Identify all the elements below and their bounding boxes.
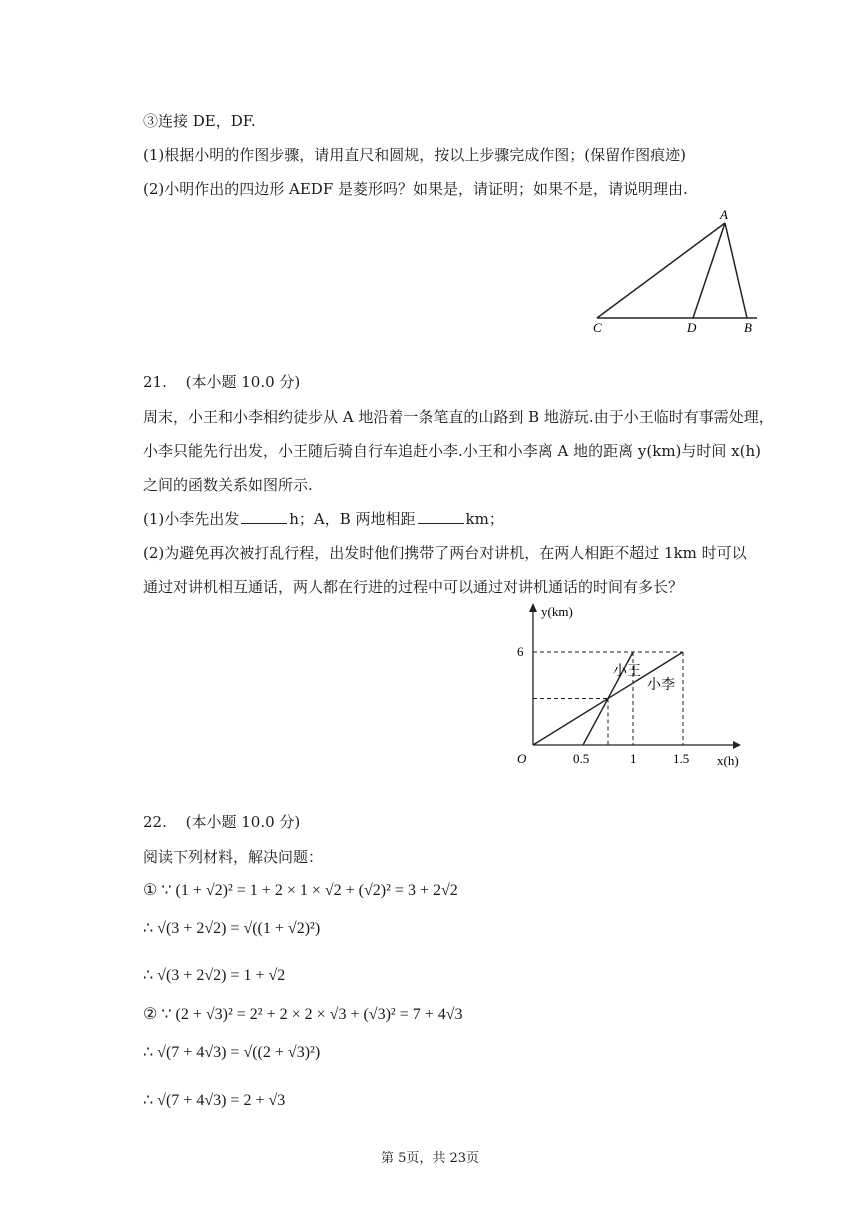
q21-part2-b: 通过对讲机相互通话，两人都在行进的过程中可以通过对讲机通话的时间有多长？ xyxy=(143,578,684,596)
y-axis-title: y(km) xyxy=(541,604,573,619)
answer-blank-hours xyxy=(241,509,287,524)
point-b-label: B xyxy=(744,320,752,335)
point-d-label: D xyxy=(687,320,697,335)
q22-intro: 阅读下列材料，解决问题： xyxy=(143,848,324,866)
x-tick-label: 0.5 xyxy=(573,751,590,766)
q21-part1 xyxy=(143,508,504,530)
point-a-label: A xyxy=(720,207,728,222)
q20-part2: (2)小明作出的四边形 AEDF 是菱形吗？如果是，请证明；如果不是，请说明理由. xyxy=(143,180,688,198)
y-tick-label: 6 xyxy=(517,644,524,659)
q21-score: (本小题 10.0 分) xyxy=(185,373,301,391)
q22-line1: ① ∵ (1 + √2)² = 1 + 2 × 1 × √2 + (√2)² = 3 + 2√2 xyxy=(143,882,458,899)
x-tick-label: 1.5 xyxy=(673,751,690,766)
q22-number: 22. xyxy=(143,813,167,831)
q22-score: (本小题 10.0 分) xyxy=(185,813,301,831)
q21-part1-b: h；A，B 两地相距 xyxy=(289,510,416,528)
x-axis-arrow xyxy=(733,741,741,749)
q21-text1: 周末，小王和小李相约徒步从 A 地沿着一条笔直的山路到 B 地游玩.由于小王临时有事需处理， xyxy=(143,408,774,426)
triangle-figure xyxy=(585,205,775,335)
x-tick-label: 1 xyxy=(630,751,637,766)
point-c-label: C xyxy=(593,320,602,335)
q20-step3: ③连接 DE，DF. xyxy=(143,112,256,130)
q21-text2: 小李只能先行出发，小王随后骑自行车追赶小李.小王和小李离 A 地的距离 y(km)与时间 x(h) xyxy=(143,442,761,460)
q22-line3: ∴ √(3 + 2√2) = 1 + √2 xyxy=(143,967,286,984)
page-footer: 第 5页，共 23页 xyxy=(380,1151,480,1166)
distance-time-chart xyxy=(505,600,765,775)
q21-part1-c: km； xyxy=(465,510,504,528)
q21-header xyxy=(143,371,300,393)
series-label-wang: 小王 xyxy=(613,664,641,680)
q22-line6: ∴ √(7 + 4√3) = 2 + √3 xyxy=(143,1092,286,1109)
q22-line2: ∴ √(3 + 2√2) = √((1 + √2)²) xyxy=(143,920,321,937)
q22-line5: ∴ √(7 + 4√3) = √((2 + √3)²) xyxy=(143,1044,321,1061)
x-axis-title: x(h) xyxy=(717,753,739,768)
origin-label: O xyxy=(517,751,527,766)
q21-part1-a: (1)小李先出发 xyxy=(143,510,240,528)
q21-text3: 之间的函数关系如图所示. xyxy=(143,476,313,494)
q22-line4: ② ∵ (2 + √3)² = 2² + 2 × 2 × √3 + (√3)² = 7 + 4√3 xyxy=(143,1006,463,1023)
y-axis-arrow xyxy=(529,603,537,612)
q20-part1: (1)根据小明的作图步骤，请用直尺和圆规，按以上步骤完成作图；(保留作图痕迹) xyxy=(143,146,686,164)
q21-number: 21. xyxy=(143,373,167,391)
answer-blank-distance xyxy=(418,509,464,524)
series-label-li: 小李 xyxy=(647,678,675,694)
q21-part2-a: (2)为避免再次被打乱行程，出发时他们携带了两台对讲机，在两人相距不超过 1km 时可以 xyxy=(143,544,747,562)
q22-header xyxy=(143,811,300,833)
